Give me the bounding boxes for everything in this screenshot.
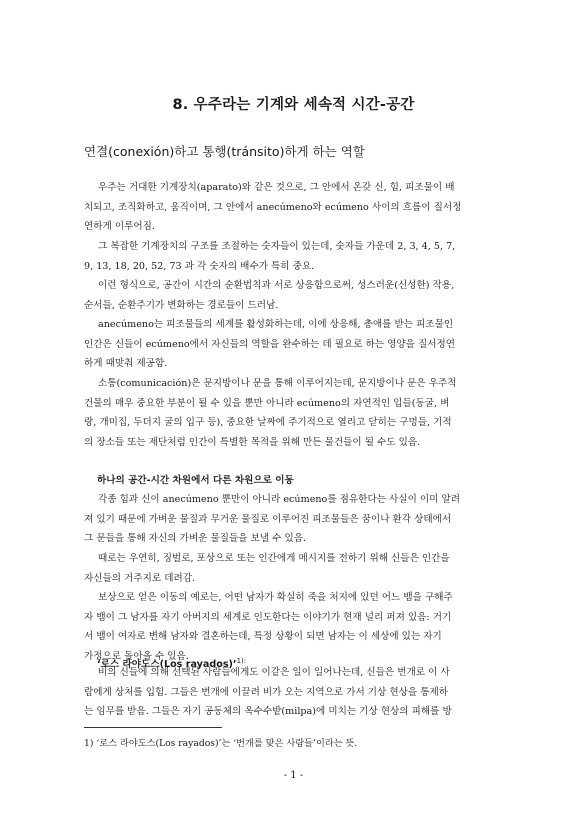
footnote: 1) ‘로스 라야도스(Los rayados)’는 ‘번개를 맞은 사람들’이라는 뜻. xyxy=(84,738,358,749)
text-line: 는 임무를 받음. 그들은 자기 공동체의 옥수수밭(milpa)에 미치는 기상 현상의 피해를 방 xyxy=(84,706,452,717)
section-heading: 하나의 공간-시간 차원에서 다른 차원으로 이동 xyxy=(97,475,294,486)
paragraph xyxy=(84,374,504,452)
text-line: 연하게 이루어짐. xyxy=(84,221,155,232)
text-line: 인간은 신들이 ecúmeno에서 자신들의 역할을 완수하는 데 필요로 하는 영양을 질서정연 xyxy=(84,338,456,350)
text-line: 각종 힘과 신이 anecúmeno 뿐만이 아니라 ecúmeno를 점유한다는 사실이 이미 알려 xyxy=(98,494,461,505)
text-line: 치되고, 조직화하고, 움직이며, 그 안에서 anecúmeno와 ecúmeno 사이의 흐름이 질서정 xyxy=(84,201,462,213)
text-line: 람에게 상처를 입힘. 그들은 번개에 이끌려 비가 오는 지역으로 가서 기상 현상을 통제하 xyxy=(84,686,449,698)
page-number: - 1 - xyxy=(283,770,304,781)
text-line: 랑, 개미집, 두더지 굴의 입구 등), 중요한 날짜에 주기적으로 열리고 닫히는 구멍들, 기적 xyxy=(84,417,452,428)
text-line: 보상으로 얻은 이동의 예로는, 어떤 남자가 확실히 죽을 처지에 있던 어느 뱀을 구해주 xyxy=(98,592,453,603)
footnote-divider xyxy=(84,727,222,728)
page-title: 8. 우주라는 기계와 세속적 시간-공간 xyxy=(172,97,415,113)
heading-text: ‘로스 라야도스(Los rayados)’ xyxy=(97,659,237,670)
text-line: 그 복잡한 기계장치의 구조를 조절하는 숫자들이 있는데, 숫자들 가운데 2, 3, 4, 5, 7, xyxy=(98,241,456,252)
text-line: 9, 13, 18, 20, 52, 73 과 각 숫자의 배수가 특히 중요. xyxy=(84,260,315,272)
paragraph xyxy=(84,276,504,315)
paragraph xyxy=(84,490,504,549)
text-line: 그 문들을 통해 자신의 가벼운 물질들을 보낼 수 있음. xyxy=(84,533,307,544)
text-line: 자 뱀이 그 남자를 자기 아버지의 세계로 인도한다는 이야기가 현재 널리 퍼져 있음: 거기 xyxy=(84,611,452,623)
text-line: 순서들, 순환주기가 변화하는 경로들이 드러남. xyxy=(84,299,279,311)
paragraph xyxy=(84,178,504,237)
text-line: 하게 때맞춰 제공함. xyxy=(84,358,168,369)
text-line: 때로는 우연히, 징벌로, 포상으로 또는 인간에게 메시지를 전하기 위해 신들은 인간을 xyxy=(98,553,450,564)
section-subtitle: 연결(conexión)하고 통행(tránsito)하게 하는 역할 xyxy=(84,144,365,159)
text-line: 소통(comunicación)은 문지방이나 문을 통해 이루어지는데, 문지방이나 문은 우주적 xyxy=(98,378,457,389)
paragraph xyxy=(84,663,504,722)
text-line: 건물의 매우 중요한 부분이 될 수 있을 뿐만 아니라 ecúmeno의 자연적인 입들(동굴, 벼 xyxy=(84,397,450,409)
paragraph xyxy=(84,588,504,666)
paragraph xyxy=(84,549,504,588)
footnote-ref: 1): xyxy=(236,656,247,665)
text-line: 서 뱀이 여자로 변해 남자와 결혼하는데, 특정 상황이 되면 남자는 이 세상에 있는 자기 xyxy=(84,631,442,642)
text-line: 의 장소들 또는 제단처럼 인간이 특별한 목적을 위해 만든 물건들이 될 수도 있음. xyxy=(84,436,421,448)
text-line: 우주는 거대한 기계장치(aparato)와 같은 것으로, 그 안에서 온갖 신, 힘, 피조물이 배 xyxy=(98,182,455,193)
paragraph xyxy=(84,237,504,276)
text-line: 이런 형식으로, 공간이 시간의 순환법칙과 서로 상응함으로써, 성스러운(신성한) 작용, xyxy=(98,280,455,291)
text-line: 자신들의 거주지로 데려감. xyxy=(84,572,196,584)
paragraph xyxy=(84,315,504,374)
text-line: anecúmeno는 피조물들의 세계를 활성화하는데, 이에 상응해, 총애를 받는 피조물인 xyxy=(98,319,454,330)
text-line: 가정으로 돌아올 수 있음. xyxy=(84,650,189,662)
text-line: 져 있기 때문에 가벼운 물질과 무거운 물질로 이루어진 피조물들은 꿈이나 환각 상태에서 xyxy=(84,513,452,525)
text-line: 비의 신들에 의해 선택된 사람들에게도 이같은 일이 일어나는데, 신들은 번개로 이 사 xyxy=(98,667,450,678)
